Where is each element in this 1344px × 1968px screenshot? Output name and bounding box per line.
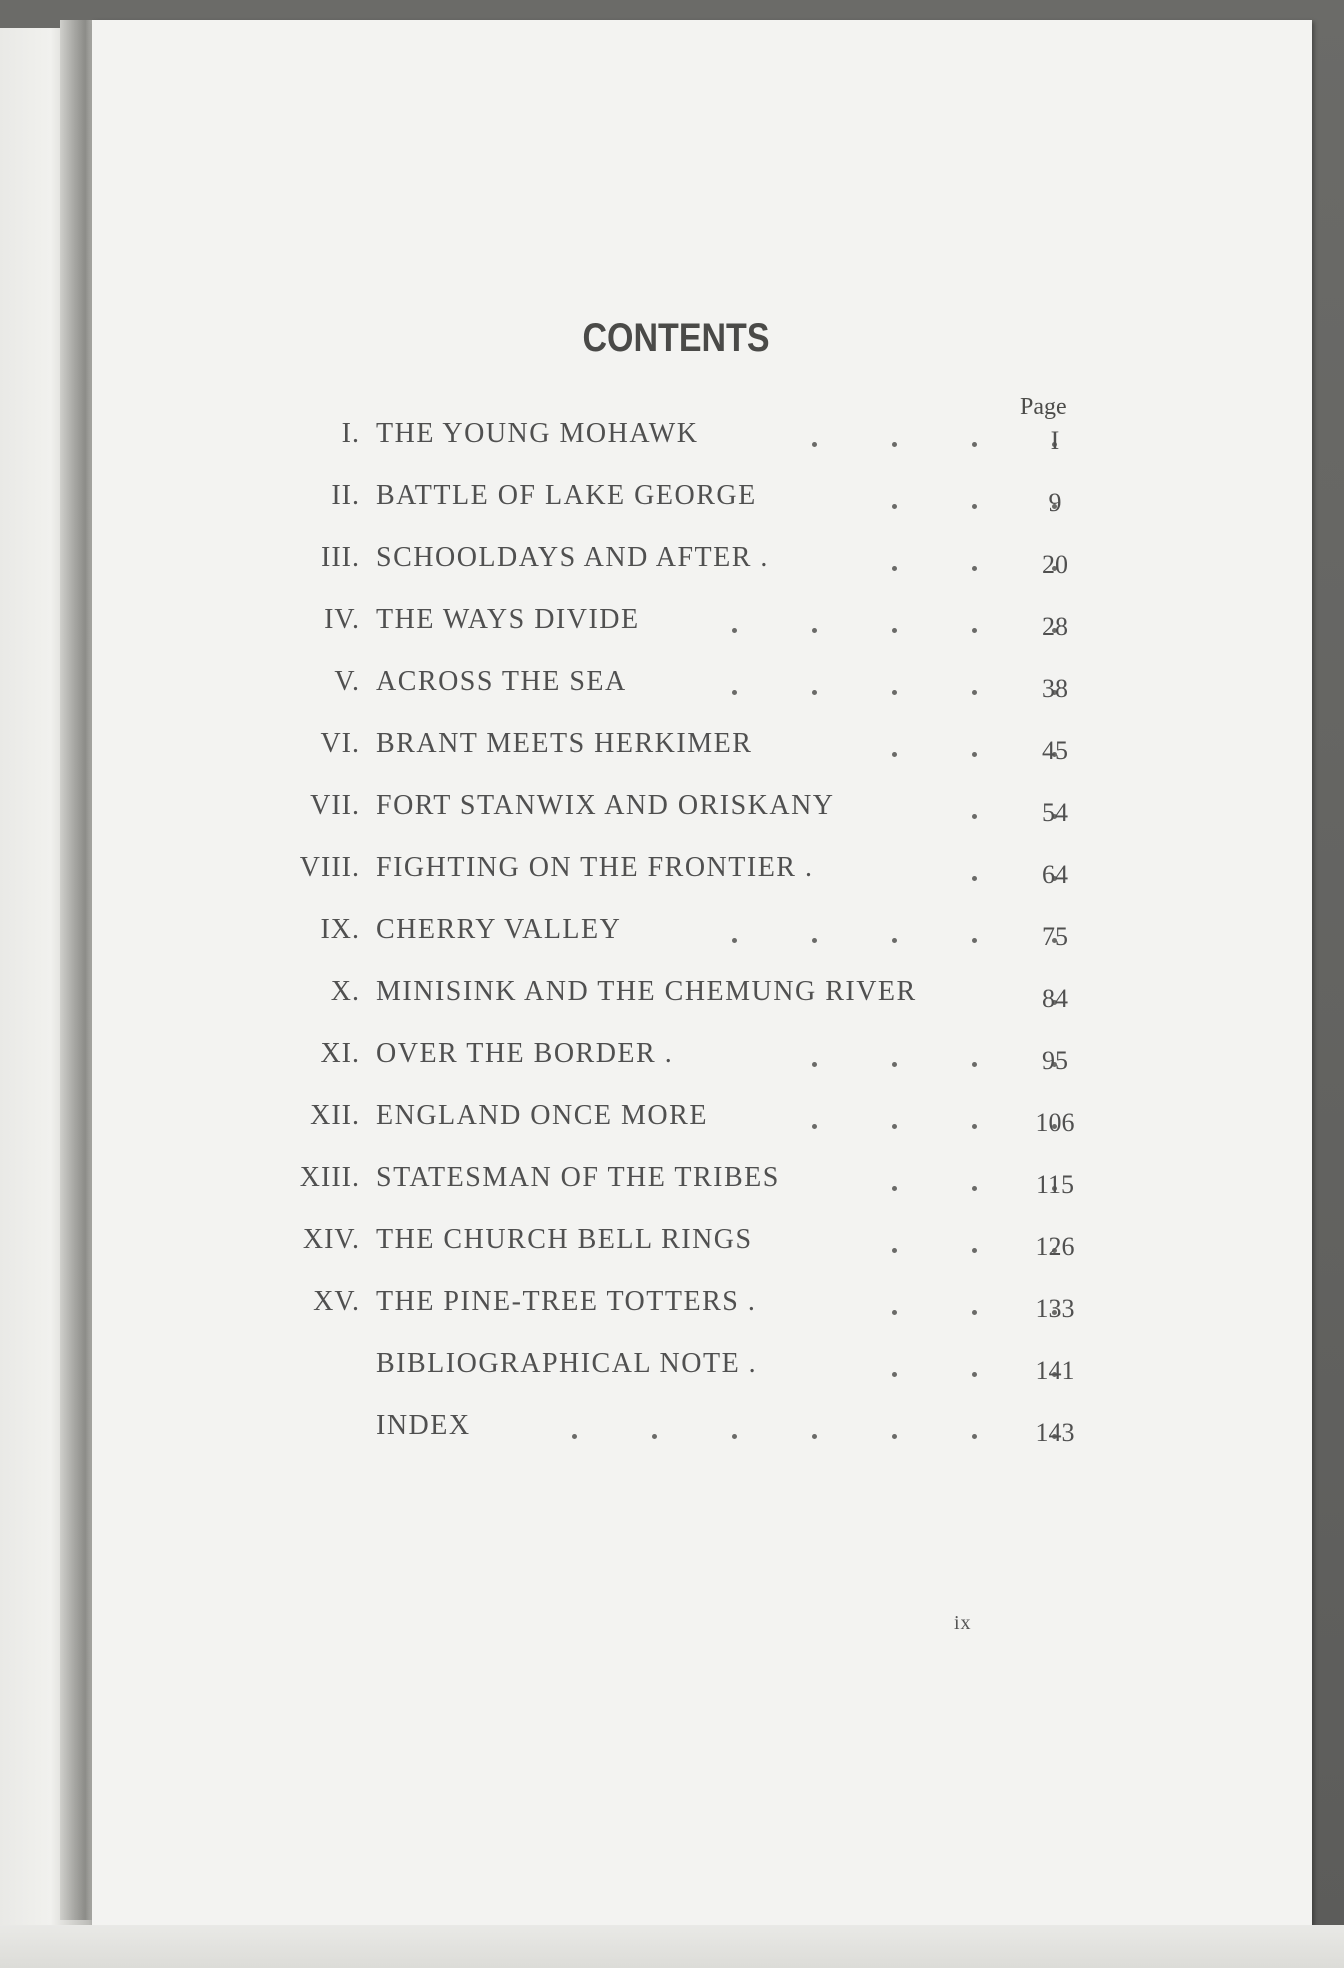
- chapter-numeral: II.: [331, 480, 360, 511]
- chapter-title: OVER THE BORDER .: [376, 1038, 674, 1069]
- leader-dot: [812, 1062, 817, 1067]
- leader-dot: [732, 628, 737, 633]
- leader-dot: [972, 1186, 977, 1191]
- leader-dot: [892, 442, 897, 447]
- chapter-numeral: IX.: [320, 914, 360, 945]
- leader-dot: [892, 628, 897, 633]
- toc-entry: [92, 418, 1312, 458]
- toc-entry: [92, 604, 1312, 644]
- chapter-title: INDEX: [376, 1410, 471, 1441]
- leader-dot: [892, 938, 897, 943]
- leader-dot: [812, 628, 817, 633]
- leader-dot: [812, 1434, 817, 1439]
- leader-dots: [92, 542, 1312, 582]
- toc-entry: [92, 666, 1312, 706]
- leader-dots: [92, 1038, 1312, 1078]
- chapter-numeral: VIII.: [299, 852, 360, 883]
- toc-entry: [92, 790, 1312, 830]
- leader-dots: [92, 790, 1312, 830]
- chapter-title: THE PINE-TREE TOTTERS .: [376, 1286, 757, 1317]
- leader-dot: [892, 566, 897, 571]
- folio-number: ix: [954, 1612, 972, 1634]
- chapter-title: CHERRY VALLEY: [376, 914, 622, 945]
- toc-entry: [92, 1410, 1312, 1450]
- leader-dot: [812, 1124, 817, 1129]
- leader-dots: [92, 976, 1312, 1016]
- chapter-title: ENGLAND ONCE MORE: [376, 1100, 708, 1131]
- chapter-title: ACROSS THE SEA: [376, 666, 627, 697]
- leader-dots: [92, 480, 1312, 520]
- leader-dot: [972, 1062, 977, 1067]
- leader-dot: [892, 504, 897, 509]
- chapter-title: SCHOOLDAYS AND AFTER .: [376, 542, 769, 573]
- leader-dot: [972, 628, 977, 633]
- chapter-title: THE WAYS DIVIDE: [376, 604, 640, 635]
- chapter-numeral: X.: [330, 976, 360, 1007]
- toc-entry: [92, 976, 1312, 1016]
- leader-dot: [972, 752, 977, 757]
- chapter-numeral: VI.: [320, 728, 360, 759]
- leader-dot: [732, 938, 737, 943]
- leader-dots: [92, 1410, 1312, 1450]
- leader-dot: [972, 814, 977, 819]
- leader-dot: [652, 1434, 657, 1439]
- leader-dot: [892, 1248, 897, 1253]
- chapter-title: STATESMAN OF THE TRIBES: [376, 1162, 780, 1193]
- book-gutter: [60, 20, 96, 1920]
- chapter-title: FORT STANWIX AND ORISKANY: [376, 790, 835, 821]
- toc-entry: [92, 914, 1312, 954]
- chapter-numeral: XIV.: [302, 1224, 360, 1255]
- leader-dots: [92, 914, 1312, 954]
- toc-entry: [92, 1348, 1312, 1388]
- leader-dot: [892, 1310, 897, 1315]
- chapter-numeral: XIII.: [299, 1162, 360, 1193]
- leader-dot: [972, 690, 977, 695]
- leader-dots: [92, 852, 1312, 892]
- leader-dots: [92, 1224, 1312, 1264]
- page-number: 106: [1035, 1108, 1075, 1137]
- leader-dot: [972, 1434, 977, 1439]
- leader-dot: [812, 938, 817, 943]
- chapter-numeral: V.: [334, 666, 360, 697]
- page-column-header: Page: [1020, 394, 1067, 420]
- chapter-numeral: I.: [341, 418, 360, 449]
- chapter-numeral: XV.: [313, 1286, 360, 1317]
- page-number: I: [1050, 426, 1060, 455]
- toc-entry: [92, 728, 1312, 768]
- leader-dot: [972, 442, 977, 447]
- chapter-numeral: XI.: [320, 1038, 360, 1069]
- leader-dots: [92, 604, 1312, 644]
- leader-dot: [972, 938, 977, 943]
- page-title: CONTENTS: [582, 316, 770, 360]
- leader-dots: [92, 1348, 1312, 1388]
- leader-dot: [972, 1124, 977, 1129]
- chapter-numeral: III.: [321, 542, 360, 573]
- chapter-numeral: XII.: [310, 1100, 360, 1131]
- toc-entry: [92, 852, 1312, 892]
- toc-entry: [92, 1100, 1312, 1140]
- leader-dot: [892, 1124, 897, 1129]
- leader-dot: [812, 690, 817, 695]
- leader-dots: [92, 418, 1312, 458]
- page-number: 143: [1035, 1418, 1075, 1447]
- chapter-numeral: IV.: [324, 604, 360, 635]
- leader-dot: [972, 566, 977, 571]
- chapter-numeral: VII.: [310, 790, 360, 821]
- toc-entry: [92, 480, 1312, 520]
- leader-dot: [972, 1372, 977, 1377]
- leader-dot: [892, 1434, 897, 1439]
- leader-dot: [972, 1248, 977, 1253]
- page-number: 133: [1035, 1294, 1075, 1323]
- toc-entry: [92, 1224, 1312, 1264]
- contents-page: [92, 20, 1312, 1925]
- leader-dot: [972, 504, 977, 509]
- chapter-title: BIBLIOGRAPHICAL NOTE .: [376, 1348, 758, 1379]
- toc-entry: [92, 1038, 1312, 1078]
- page-number: 9: [1048, 488, 1062, 517]
- chapter-title: THE CHURCH BELL RINGS: [376, 1224, 753, 1255]
- page-number: 126: [1035, 1232, 1075, 1261]
- chapter-title: THE YOUNG MOHAWK: [376, 418, 699, 449]
- page-number: 64: [1042, 860, 1068, 889]
- leader-dot: [892, 1062, 897, 1067]
- page-number: 115: [1035, 1170, 1075, 1199]
- leader-dot: [732, 690, 737, 695]
- page-number: 84: [1042, 984, 1068, 1013]
- toc-entry: [92, 542, 1312, 582]
- page-bottom-edge: [0, 1925, 1344, 1968]
- chapter-title: BRANT MEETS HERKIMER: [376, 728, 753, 759]
- chapter-title: FIGHTING ON THE FRONTIER .: [376, 852, 814, 883]
- leader-dots: [92, 1100, 1312, 1140]
- toc-entry: [92, 1162, 1312, 1202]
- leader-dot: [972, 1310, 977, 1315]
- leader-dots: [92, 666, 1312, 706]
- leader-dot: [892, 690, 897, 695]
- leader-dots: [92, 728, 1312, 768]
- leader-dot: [892, 752, 897, 757]
- leader-dot: [972, 876, 977, 881]
- page-number: 45: [1042, 736, 1068, 765]
- chapter-title: BATTLE OF LAKE GEORGE: [376, 480, 757, 511]
- leader-dots: [92, 1286, 1312, 1326]
- page-number: 75: [1042, 922, 1068, 951]
- chapter-title: MINISINK AND THE CHEMUNG RIVER: [376, 976, 917, 1007]
- page-number: 95: [1042, 1046, 1068, 1075]
- page-number: 38: [1042, 674, 1068, 703]
- page-number: 141: [1035, 1356, 1075, 1385]
- page-number: 54: [1042, 798, 1068, 827]
- leader-dots: [92, 1162, 1312, 1202]
- table-of-contents: [92, 20, 1312, 1925]
- leader-dot: [812, 442, 817, 447]
- leader-dot: [732, 1434, 737, 1439]
- toc-entry: [92, 1286, 1312, 1326]
- page-number: 28: [1042, 612, 1068, 641]
- leader-dot: [572, 1434, 577, 1439]
- leader-dot: [892, 1186, 897, 1191]
- page-number: 20: [1042, 550, 1068, 579]
- leader-dot: [892, 1372, 897, 1377]
